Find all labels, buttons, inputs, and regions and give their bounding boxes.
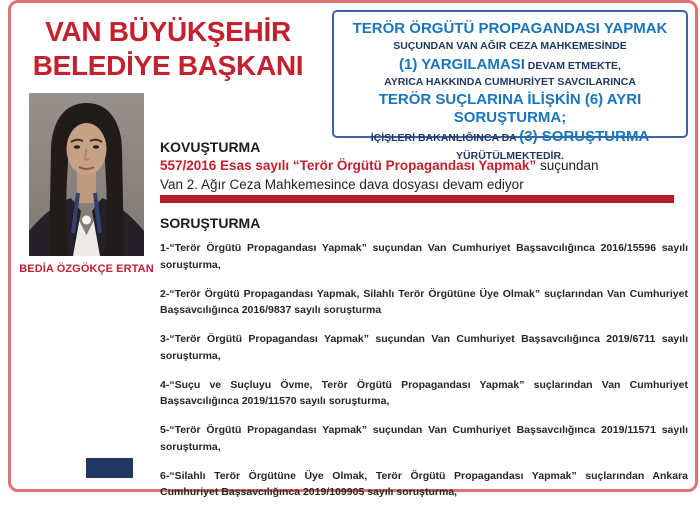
page-title-line2: BELEDİYE BAŞKANI — [32, 50, 304, 81]
summary-box — [332, 10, 688, 162]
sorusturma-list — [160, 240, 688, 513]
kovusturma-case-line — [160, 158, 695, 173]
summary-line6-lead: İÇİŞLERİ BAKANLIĞINCA DA — [370, 132, 520, 144]
sorusturma-item-2: 2-“Terör Örgütü Propagandası Yapmak, Silahlı Terör Örgütüne Üye Olmak” suçlarından Van Cumhuriyet Başsavcılığınca 2016/9837 sayılı soruşturma — [160, 287, 688, 316]
sorusturma-item-6: 6-“Silahlı Terör Örgütüne Üye Olmak, Terör Örgütü Propagandası Yapmak” suçlarından Ankara Cumhuriyet Başsavcılığınca 2019/109905 sayılı soruşturma, — [160, 469, 688, 498]
page-title-line1: VAN BÜYÜKŞEHİR — [45, 16, 291, 47]
person-name: BEDİA ÖZGÖKÇE ERTAN — [19, 263, 154, 275]
kovusturma-court-line: Van 2. Ağır Ceza Mahkemesince dava dosyası devam ediyor — [160, 177, 524, 192]
section-divider-bar — [160, 195, 674, 203]
summary-line2: SUÇUNDAN VAN AĞIR CEZA MAHKEMESİNDE — [393, 40, 627, 52]
footer-accent-bar — [86, 458, 133, 478]
summary-line6-count: (3) SORUŞTURMA — [519, 128, 650, 145]
kovusturma-case-suffix: suçundan — [536, 158, 599, 173]
summary-line3-rest: DEVAM ETMEKTE, — [524, 60, 621, 72]
sorusturma-item-5: 5-“Terör Örgütü Propagandası Yapmak” suçundan Van Cumhuriyet Başsavcılığınca 2019/11571 sayılı soruşturma, — [160, 424, 688, 453]
kovusturma-heading: KOVUŞTURMA — [160, 139, 261, 155]
sorusturma-item-1: 1-“Terör Örgütü Propagandası Yapmak” suçundan Van Cumhuriyet Başsavcılığınca 2016/15596 sayılı soruşturma, — [160, 242, 688, 271]
summary-line3-count: (1) YARGILAMASI — [399, 56, 525, 73]
portrait-photo — [29, 93, 144, 256]
summary-line3 — [334, 56, 686, 74]
page-title — [12, 15, 324, 83]
summary-line1: TERÖR ÖRGÜTÜ PROPAGANDASI YAPMAK — [352, 20, 668, 37]
kovusturma-case-number: 557/2016 Esas sayılı “Terör Örgütü Propagandası Yapmak” — [160, 158, 537, 173]
sorusturma-heading: SORUŞTURMA — [160, 215, 261, 231]
summary-line5: TERÖR SUÇLARINA İLİŞKİN (6) AYRI SORUŞTURMA; — [378, 91, 642, 126]
summary-line6-tail: YÜRÜTÜLMEKTEDİR. — [456, 150, 564, 162]
summary-line4: AYRICA HAKKINDA CUMHURİYET SAVCILARINCA — [384, 76, 636, 88]
portrait-illustration — [29, 93, 144, 256]
sorusturma-item-4: 4-“Suçu ve Suçluyu Övme, Terör Örgütü Propagandası Yapmak” suçlarından Van Cumhuriyet Başsavcılığınca 2019/11570 sayılı soruşturma, — [160, 378, 688, 407]
sorusturma-item-3: 3-“Terör Örgütü Propagandası Yapmak” suçundan Van Cumhuriyet Başsavcılığınca 2019/6711 sayılı soruşturma, — [160, 333, 688, 362]
